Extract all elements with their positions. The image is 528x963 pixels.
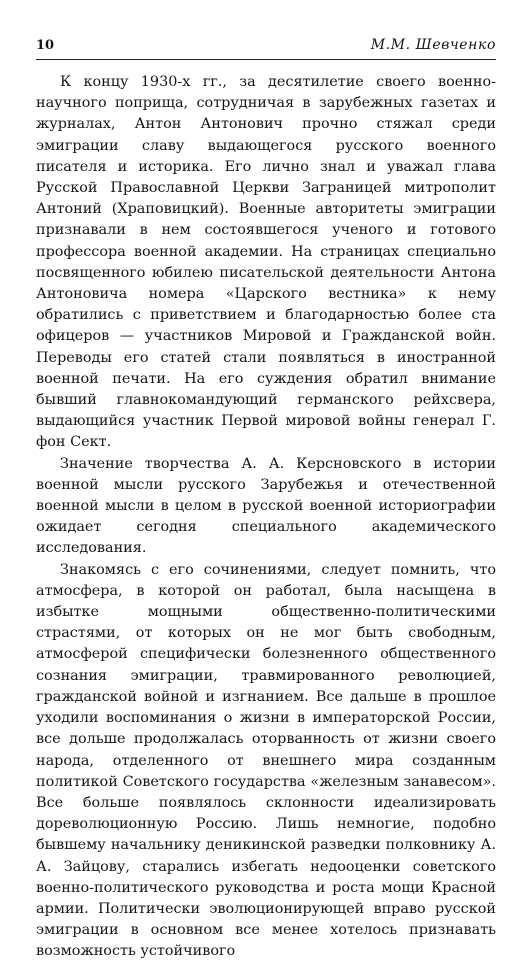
running-header [36,33,496,60]
running-head-author: М.М. Шевченко [370,37,496,53]
paragraph: Значение творчества А. А. Керсновского в истории военной мысли русского Зарубежья и отечественной военной мысли в целом в русской военной историографии ожидает сегодня специального академического исследования. [36,455,496,557]
page-number: 10 [36,38,55,53]
paragraph: К концу 1930-х гг., за десятилетие своего военно-научного поприща, сотрудничая в зарубежных газетах и журналах, Антон Антонович прочно стяжал среди эмиграции славу выдающегося русского военного писателя и историка. Его лично знал и уважал глава Русской Православной Церкви Заграницей митрополит Антоний (Храповицкий). Военные авторитеты эмиграции признавали в нем состоявшегося ученого и готового профессора военной академии. На страницах специально посвященного юбилею писательской деятельности Антона Антоновича номера «Царского вестника» к нему обратились с приветствием и благодарностью более ста офицеров — участников Мировой и Гражданской войн. Переводы его статей стали появляться в иностранной военной печати. На его суждения обратил внимание бывший главнокомандующий германского рейхсвера, выдающийся участник Первой мировой войны генерал Г. фон Сект. [36,74,496,451]
body-text [36,72,496,963]
paragraph: Знакомясь с его сочинениями, следует помнить, что атмосфера, в которой он работал, была насыщена в избытке мощными общественно-политическими страстями, от которых он не мог быть свободным, атмосферой специфически болезненного общественного сознания эмиграции, травмированного революцией, гражданской войной и изгнанием. Все дальше в прошлое уходили воспоминания о жизни в императорской России, все дольше продолжалась оторванность от жизни своего народа, отделенного от внешнего мира созданным политикой Советского государства «железным занавесом». Все больше появлялось склонности идеализировать дореволюционную Россию. Лишь немногие, подобно бывшему начальнику деникинской разведки полковнику А. А. Зайцову, старались избегать недооценки советского военно-политического руководства и роста мощи Красной армии. Политически эволюционирующей вправо русской эмиграции в основном все менее хотелось признавать возможность устойчивого [36,561,496,960]
